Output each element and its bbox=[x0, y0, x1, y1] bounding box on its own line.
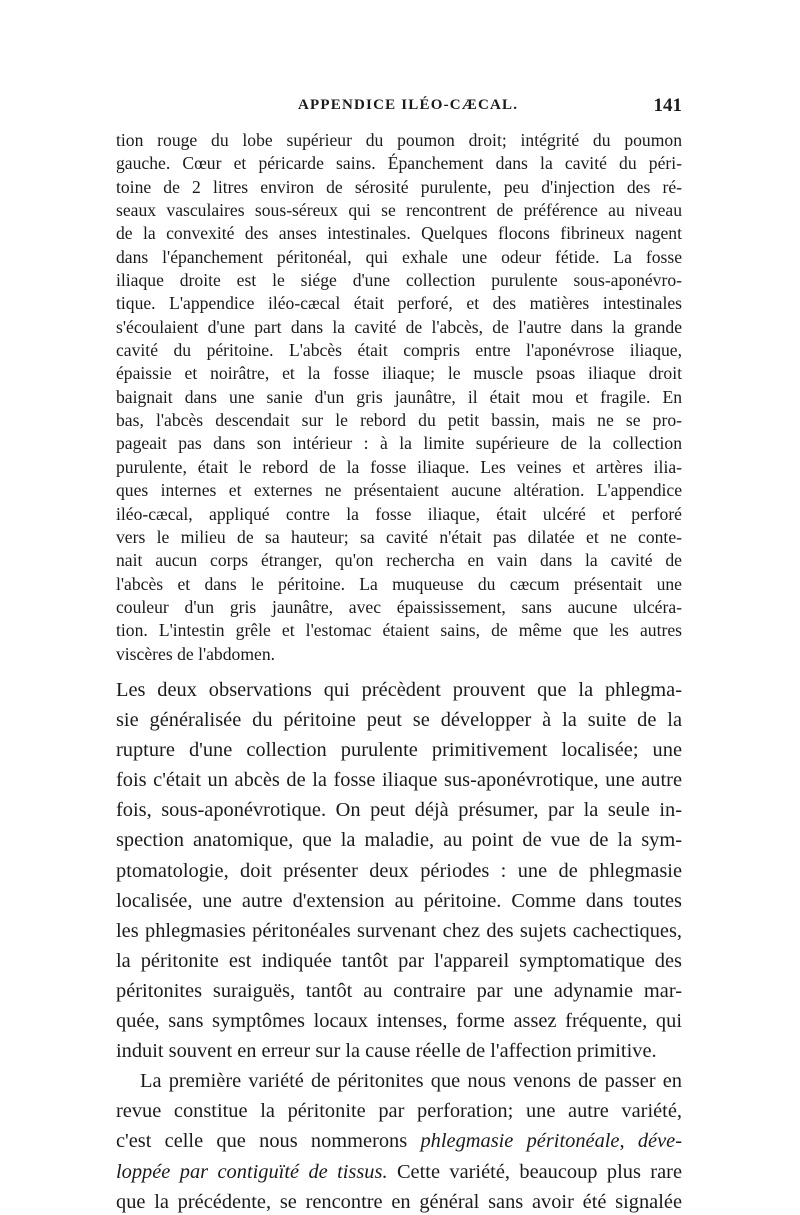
text-segment: Cette variété, beaucoup plus rare bbox=[387, 1160, 682, 1183]
text-line: fois, sous-aponévrotique. On peut déjà présumer, par la seule in- bbox=[116, 799, 682, 822]
text-line: nait aucun corps étranger, qu'on rechercha en vain dans la cavité de bbox=[116, 550, 682, 571]
text-line: de la convexité des anses intestinales. Quelques flocons fibrineux nagent bbox=[116, 223, 682, 244]
text-line: toine de 2 litres environ de sérosité purulente, peu d'injection des ré- bbox=[116, 176, 682, 197]
text-line: revue constitue la péritonite par perforation; une autre variété, bbox=[116, 1100, 682, 1123]
text-line: que la précédente, se rencontre en général sans avoir été signalée bbox=[116, 1190, 682, 1213]
text-line: bas, l'abcès descendait sur le rebord du petit bassin, mais ne se pro- bbox=[116, 410, 682, 431]
text-line: seaux vasculaires sous-séreux qui se rencontrent de préférence au niveau bbox=[116, 200, 682, 221]
text-line bbox=[116, 1066, 682, 1096]
text-line: induit souvent en erreur sur la cause réelle de l'affection primitive. bbox=[116, 1040, 657, 1063]
text-line: vers le milieu de sa hauteur; sa cavité n'était pas dilatée et ne conte- bbox=[116, 526, 682, 547]
text-line: la péritonite est indiquée tantôt par l'appareil symptomatique des bbox=[116, 949, 682, 972]
italic-term: phlegmasie péritonéale, déve- bbox=[420, 1130, 682, 1153]
text-line: sie généralisée du péritoine peut se développer à la suite de la bbox=[116, 709, 682, 732]
text-segment: c'est celle que nous nommerons bbox=[116, 1130, 421, 1153]
text-line: tique. L'appendice iléo-cæcal était perforé, et des matières intestinales bbox=[116, 293, 682, 314]
text-line: épaissie et noirâtre, et la fosse iliaque; le muscle psoas iliaque droit bbox=[116, 363, 682, 384]
text-line: iliaque droite est le siége d'une collection purulente sous-aponévro- bbox=[116, 270, 682, 291]
text-line: Les deux observations qui précèdent prouvent que la phlegma- bbox=[116, 679, 682, 701]
text-line: couleur d'un gris jaunâtre, avec épaississement, sans aucune ulcéra- bbox=[116, 596, 682, 617]
text-line: dans l'épanchement péritonéal, qui exhale une odeur fétide. La fosse bbox=[116, 246, 682, 267]
text-line: rupture d'une collection purulente primitivement localisée; une bbox=[116, 739, 682, 762]
text-line: les phlegmasies péritonéales survenant chez des sujets cachectiques, bbox=[116, 919, 682, 942]
text-line: baignait dans une sanie d'un gris jaunâtre, il était mou et fragile. En bbox=[116, 386, 682, 407]
observation-paragraph bbox=[116, 129, 682, 666]
text-line: localisée, une autre d'extension au péritoine. Comme dans toutes bbox=[116, 889, 682, 912]
text-line: gauche. Cœur et péricarde sains. Épanchement dans la cavité du péri- bbox=[116, 153, 682, 174]
text-line: ques internes et externes ne présentaient aucune altération. L'appendice bbox=[116, 480, 682, 501]
text-line: cavité du péritoine. L'abcès était compris entre l'aponévrose iliaque, bbox=[116, 340, 682, 361]
text-line: tion. L'intestin grêle et l'estomac étaient sains, de même que les autres bbox=[116, 620, 682, 641]
text-line: iléo-cæcal, appliqué contre la fosse iliaque, était ulcéré et perforé bbox=[116, 503, 682, 524]
text-line: fois c'était un abcès de la fosse iliaque sus-aponévrotique, une autre bbox=[116, 769, 682, 792]
text-line bbox=[116, 1126, 682, 1156]
text-line: purulente, était le rebord de la fosse iliaque. Les veines et artères ilia- bbox=[116, 456, 682, 477]
text-line: s'écoulaient d'une part dans la cavité de l'abcès, de l'autre dans la grande bbox=[116, 316, 682, 337]
text-line bbox=[116, 1157, 682, 1187]
text-line: pageait pas dans son intérieur : à la limite supérieure de la collection bbox=[116, 433, 682, 454]
text-segment: La première variété de péritonites que nous venons de passer en bbox=[140, 1070, 682, 1093]
running-head bbox=[116, 97, 682, 119]
text-line: l'abcès et dans le péritoine. La muqueuse du cæcum présentait une bbox=[116, 573, 682, 594]
commentary-paragraph bbox=[116, 675, 682, 1215]
text-line: péritonites suraiguës, tantôt au contraire par une adynamie mar- bbox=[116, 979, 682, 1002]
running-title: APPENDICE ILÉO-CÆCAL. bbox=[298, 97, 519, 113]
text-line: viscères de l'abdomen. bbox=[116, 643, 276, 664]
text-line: spection anatomique, que la maladie, au point de vue de la sym- bbox=[116, 829, 682, 852]
text-line: quée, sans symptômes locaux intenses, forme assez fréquente, qui bbox=[116, 1010, 682, 1033]
text-line: tion rouge du lobe supérieur du poumon droit; intégrité du poumon bbox=[116, 130, 682, 150]
page-number: 141 bbox=[653, 95, 682, 116]
text-line: ptomatologie, doit présenter deux périodes : une de phlegmasie bbox=[116, 859, 682, 882]
italic-term: loppée par contiguïté de tissus. bbox=[116, 1160, 388, 1183]
